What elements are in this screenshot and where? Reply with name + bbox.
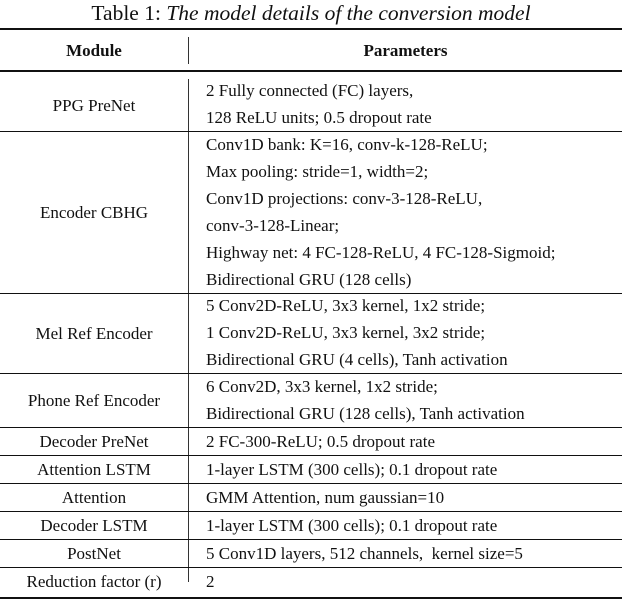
table-row-parameters [206, 511, 618, 539]
param-line: Bidirectional GRU (4 cells), Tanh activation [206, 350, 508, 369]
table-row-parameters [206, 567, 618, 595]
table-row-parameters [206, 292, 618, 373]
header-divider [188, 37, 189, 64]
table-row-parameters [206, 483, 618, 511]
column-divider [188, 79, 189, 582]
table-row-module: Decoder LSTM [40, 515, 148, 535]
table-row-module: Phone Ref Encoder [27, 390, 161, 410]
param-line: 1-layer LSTM (300 cells); 0.1 dropout rate [206, 515, 498, 535]
param-line: Highway net: 4 FC-128-ReLU, 4 FC-128-Sigmoid; [206, 243, 556, 262]
param-line: 2 FC-300-ReLU; 0.5 dropout rate [206, 431, 435, 451]
param-line: Bidirectional GRU (128 cells), Tanh activation [206, 403, 525, 423]
param-line: 2 Fully connected (FC) layers, [206, 81, 414, 100]
header-module: Module [66, 40, 122, 60]
header-rule [0, 70, 622, 72]
table-row-parameters [206, 427, 618, 455]
caption-label: Table 1: [91, 1, 167, 25]
param-line: Conv1D bank: K=16, conv-k-128-ReLU; [206, 135, 488, 154]
param-line: Conv1D projections: conv-3-128-ReLU, [206, 189, 483, 208]
table-row-parameters [206, 539, 618, 567]
table-row-module: Decoder PreNet [39, 431, 149, 451]
param-line: conv-3-128-Linear; [206, 216, 340, 235]
table-row-parameters [206, 131, 618, 293]
bottom-rule [0, 597, 622, 599]
param-line: 5 Conv2D-ReLU, 3x3 kernel, 1x2 stride; [206, 296, 486, 315]
param-line: Max pooling: stride=1, width=2; [206, 162, 429, 181]
table-row-module: Mel Ref Encoder [35, 323, 153, 343]
table-row-module: Encoder CBHG [39, 202, 149, 222]
table-row-parameters [206, 455, 618, 483]
param-line: 1-layer LSTM (300 cells); 0.1 dropout rate [206, 459, 498, 479]
header-parameters: Parameters [363, 40, 448, 60]
param-line: 128 ReLU units; 0.5 dropout rate [206, 108, 432, 127]
table-row-module: Reduction factor (r) [26, 571, 162, 591]
table-caption [0, 0, 622, 26]
table-row-module: Attention LSTM [37, 459, 151, 479]
table-row-parameters [206, 77, 618, 131]
param-line: Bidirectional GRU (128 cells) [206, 270, 412, 289]
table-row-module: Attention [61, 487, 127, 507]
param-line: 5 Conv1D layers, 512 channels, kernel size=5 [206, 543, 523, 563]
table-row-parameters [206, 372, 618, 427]
param-line: GMM Attention, num gaussian=10 [206, 487, 445, 507]
caption-text: The model details of the conversion model [166, 1, 531, 25]
table-row-module: PPG PreNet [52, 95, 136, 115]
param-line: 2 [206, 571, 215, 591]
table-row-module: PostNet [67, 543, 121, 563]
param-line: 6 Conv2D, 3x3 kernel, 1x2 stride; [206, 376, 438, 396]
param-line: 1 Conv2D-ReLU, 3x3 kernel, 3x2 stride; [206, 323, 486, 342]
